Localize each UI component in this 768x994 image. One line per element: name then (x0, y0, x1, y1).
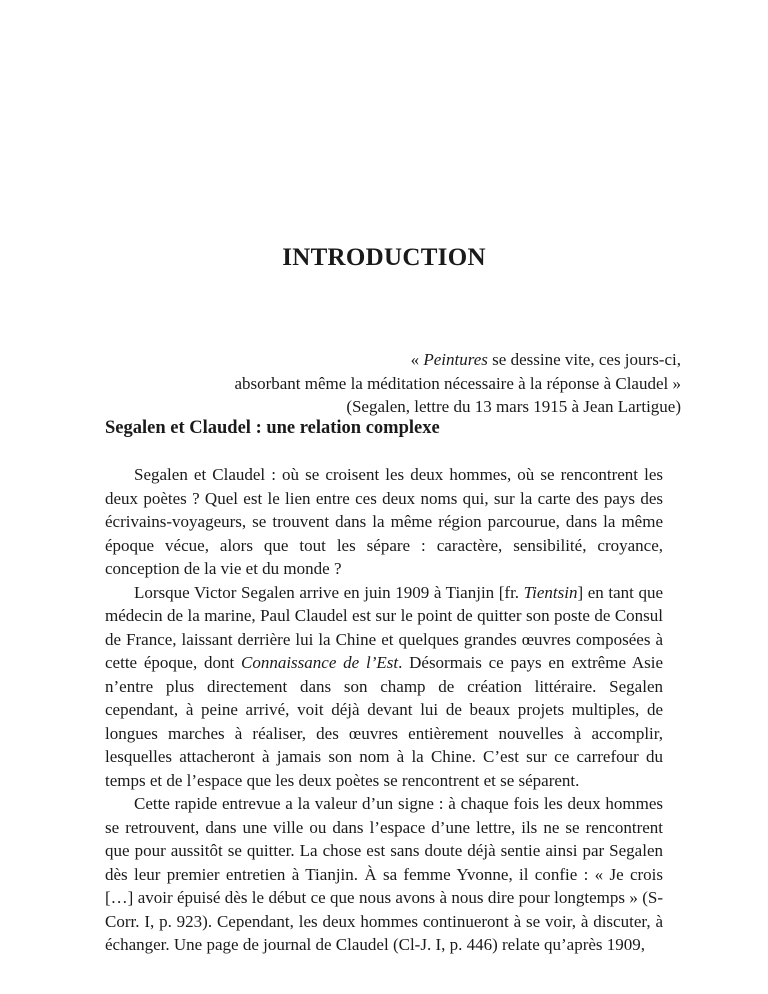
epigraph-open-quote: « (410, 350, 424, 369)
paragraph-2-part-b: ] en tant que médecin de la marine, Paul Claudel est sur le point de quitter son poste de Consul de France, laissant derrière lui la Chine et quelques grandes œuvres composées à cette époque, dont (105, 582, 663, 672)
section-title: Segalen et Claudel : une relation complexe (105, 418, 440, 438)
paragraph-2 (105, 581, 663, 793)
paragraph-2-part-a: Lorsque Victor Segalen arrive en juin 1909 à Tianjin [fr. (134, 582, 524, 602)
epigraph-line-2: absorbant même la méditation nécessaire à la réponse à Claudel » (234, 373, 681, 393)
epigraph-source: (Segalen, lettre du 13 mars 1915 à Jean Lartigue) (346, 397, 681, 416)
paragraph-3: Cette rapide entrevue a la valeur d’un signe : à chaque fois les deux hommes se retrouvent, dans une ville ou dans l’espace d’une lettre, ils ne se rencontrent que pour aussitôt se quitter. La chose est sans doute déjà sentie ainsi par Segalen dès leur premier entretien à Tianjin. À sa femme Yvonne, il confie : « Je crois […] avoir épuisé dès le début ce que nous avons à nous dire pour longtemps » (S-Corr. I, p. 923). Cependant, les deux hommes continueront à se voir, à discuter, à échanger. Une page de journal de Claudel (Cl-J. I, p. 446) relate qu’après 1909, (105, 794, 663, 954)
chapter-title: INTRODUCTION (282, 244, 486, 271)
italic-tientsin: Tientsin (523, 582, 578, 602)
epigraph-line-1 (121, 348, 681, 372)
paragraph-2-part-c: . Désormais ce pays en extrême Asie n’entre plus directement dans son champ de création littéraire. Segalen cependant, à peine arrivé, voit déjà devant lui de beaux projets multiples, de longues marches à réaliser, des œuvres entièrement nouvelles à accomplir, lesquelles attacheront à jamais son nom à la Chine. C’est sur ce carrefour du temps et de l’espace que les deux poètes se rencontrent et se séparent. (105, 653, 663, 790)
epigraph (121, 348, 681, 419)
epigraph-line-1-rest: se dessine vite, ces jours-ci, (487, 350, 681, 369)
body-text (105, 463, 663, 957)
italic-connaissance-de-l-est: Connaissance de l’Est (240, 653, 399, 672)
epigraph-title-peintures: Peintures (423, 350, 488, 369)
paragraph-1: Segalen et Claudel : où se croisent les deux hommes, où se rencontrent les deux poètes ? Quel est le lien entre ces deux noms qui, sur la carte des pays des écrivains-voyageurs, se trouvent dans la même région parcourue, dans la même époque vécue, alors que tout les sépare : caractère, sensibilité, croyance, conception de la vie et du monde ? (105, 465, 663, 578)
